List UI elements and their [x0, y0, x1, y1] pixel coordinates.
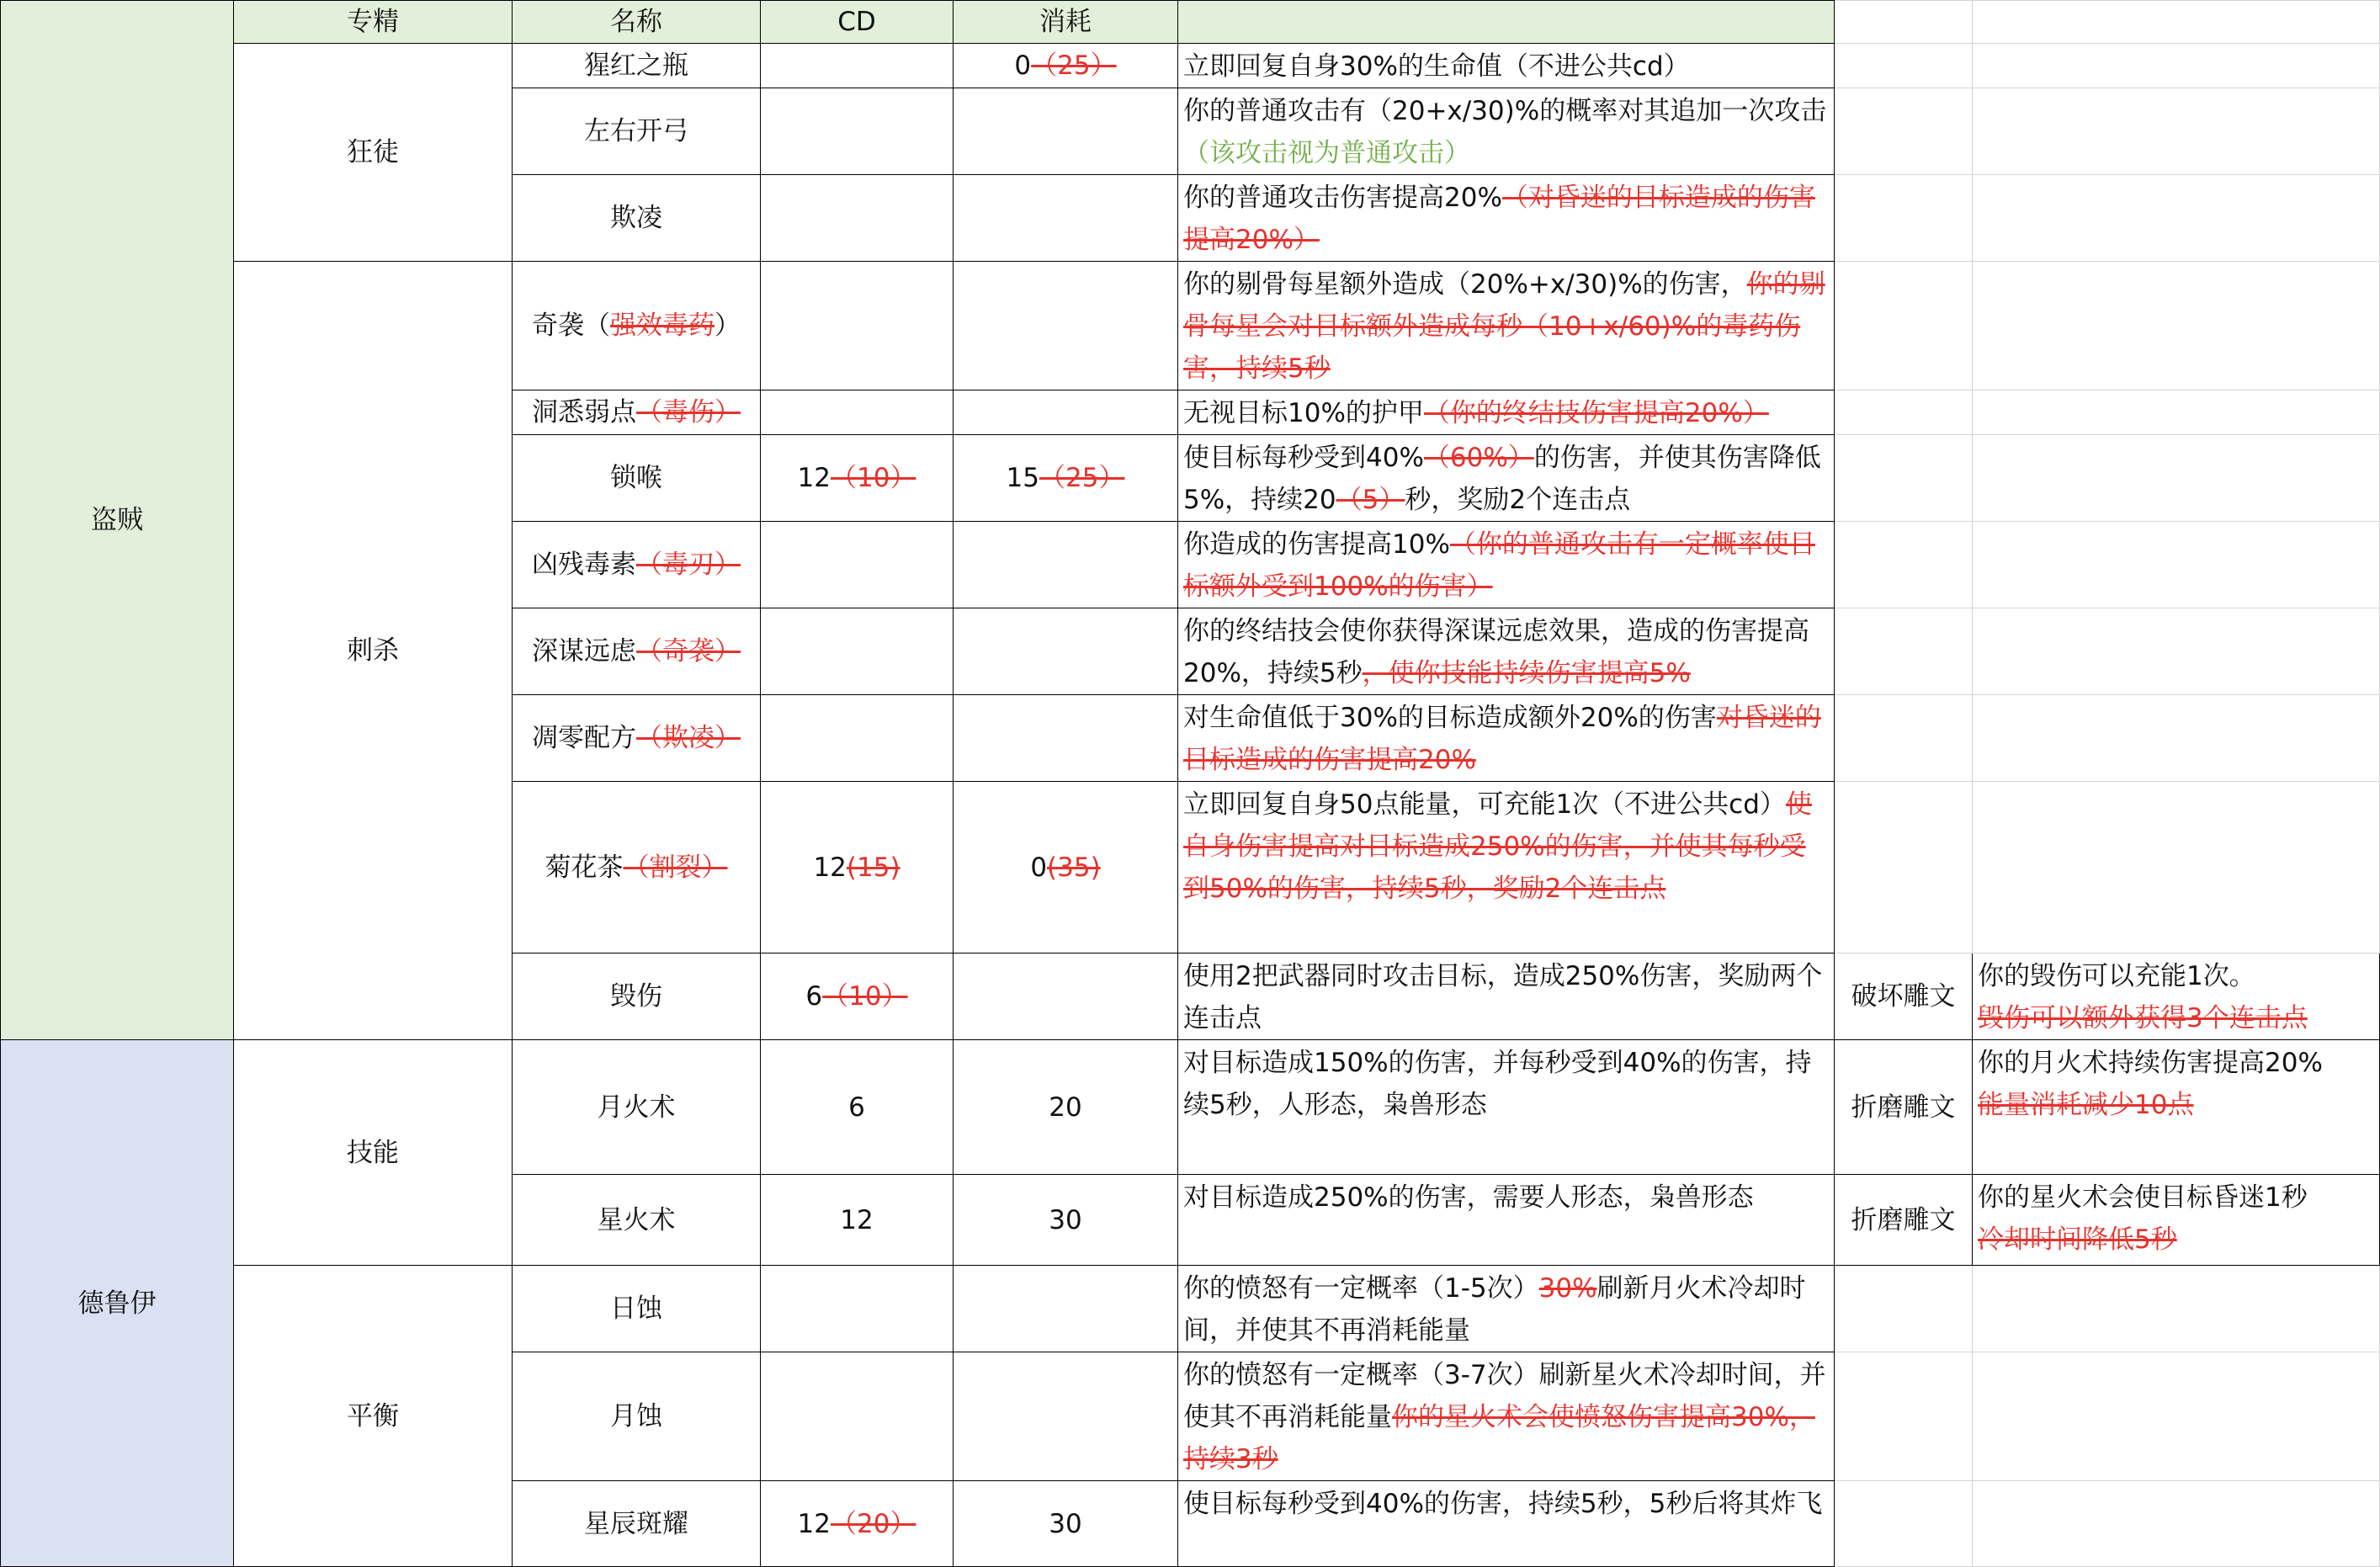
- header-spec[interactable]: 专精: [234, 1, 513, 44]
- skill-name-cell[interactable]: 猩红之瓶: [513, 44, 761, 88]
- class-label: 盗贼: [91, 505, 143, 535]
- cost-cell[interactable]: 20: [954, 1040, 1178, 1175]
- table-row: [1, 44, 2380, 88]
- cd-cell[interactable]: [761, 695, 954, 782]
- empty-cell[interactable]: [1835, 782, 1973, 953]
- skill-name-cell[interactable]: 星火术: [513, 1175, 761, 1266]
- empty-cell[interactable]: [1835, 608, 1973, 695]
- table-row: [1, 1040, 2380, 1175]
- empty-cell[interactable]: [1973, 175, 2380, 262]
- cd-cell[interactable]: [761, 262, 954, 390]
- cost-cell[interactable]: 30: [954, 1175, 1178, 1266]
- empty-cell[interactable]: [1973, 1352, 2380, 1481]
- spec-cell-outlaw[interactable]: 狂徒: [234, 44, 513, 262]
- glyph-desc-cell[interactable]: 你的毁伤可以充能1次。 毁伤可以额外获得3个连击点: [1973, 953, 2380, 1040]
- table-row: [1, 262, 2380, 390]
- empty-cell[interactable]: [1973, 522, 2380, 608]
- desc-cell[interactable]: 你的愤怒有一定概率（3-7次）刷新星火术冷却时间，并使其不再消耗能量你的星火术会使愤怒伤害提高30%，持续3秒: [1178, 1352, 1835, 1481]
- desc-cell[interactable]: 你的普通攻击有（20+x/30)%的概率对其追加一次攻击（该攻击视为普通攻击）: [1178, 88, 1835, 175]
- desc-cell[interactable]: 使目标每秒受到40%（60%）的伤害，并使其伤害降低5%，持续20（5）秒，奖励2个连击点: [1178, 435, 1835, 522]
- cost-cell[interactable]: [954, 695, 1178, 782]
- empty-cell[interactable]: [1973, 782, 2380, 953]
- empty-cell[interactable]: [1973, 44, 2380, 88]
- spec-cell-balance[interactable]: 平衡: [234, 1266, 513, 1567]
- skill-name-cell[interactable]: 星辰斑耀: [513, 1481, 761, 1567]
- empty-cell[interactable]: [1973, 262, 2380, 390]
- empty-cell[interactable]: [1835, 435, 1973, 522]
- empty-cell[interactable]: [1973, 608, 2380, 695]
- cost-cell[interactable]: 30: [954, 1481, 1178, 1567]
- empty-cell[interactable]: [1973, 88, 2380, 175]
- skill-name-cell[interactable]: 深谋远虑（奇袭）: [513, 608, 761, 695]
- skill-name-cell[interactable]: 毁伤: [513, 953, 761, 1040]
- skill-name-cell[interactable]: 锁喉: [513, 435, 761, 522]
- header-name[interactable]: 名称: [513, 1, 761, 44]
- desc-cell[interactable]: 你的剔骨每星额外造成（20%+x/30)%的伤害，你的剔骨每星会对目标额外造成每秒（10+x/60)%的毒药伤害，持续5秒: [1178, 262, 1835, 390]
- cost-cell[interactable]: 15（25）: [954, 435, 1178, 522]
- table-row: [1, 1266, 2380, 1352]
- cd-cell[interactable]: [761, 175, 954, 262]
- desc-cell[interactable]: 对生命值低于30%的目标造成额外20%的伤害对昏迷的目标造成的伤害提高20%: [1178, 695, 1835, 782]
- cd-cell[interactable]: 12（20）: [761, 1481, 954, 1567]
- skill-name-cell[interactable]: 洞悉弱点（毒伤）: [513, 390, 761, 435]
- skill-name-cell[interactable]: 月火术: [513, 1040, 761, 1175]
- skill-name-cell[interactable]: 左右开弓: [513, 88, 761, 175]
- class-cell-druid[interactable]: [1, 1040, 234, 1567]
- cd-cell[interactable]: [761, 88, 954, 175]
- empty-cell[interactable]: [1835, 262, 1973, 390]
- skill-name-cell[interactable]: 菊花茶（割裂）: [513, 782, 761, 953]
- desc-cell[interactable]: 立即回复自身50点能量，可充能1次（不进公共cd）使自身伤害提高对目标造成250%的伤害，并使其每秒受到50%的伤害，持续5秒，奖励2个连击点: [1178, 782, 1835, 953]
- skill-name-cell[interactable]: 日蚀: [513, 1266, 761, 1352]
- empty-cell[interactable]: [1835, 88, 1973, 175]
- empty-cell[interactable]: [1835, 1266, 1973, 1352]
- empty-cell[interactable]: [1973, 390, 2380, 435]
- cost-cell[interactable]: [954, 953, 1178, 1040]
- cd-cell[interactable]: [761, 390, 954, 435]
- empty-cell[interactable]: [1835, 695, 1973, 782]
- desc-cell[interactable]: 立即回复自身30%的生命值（不进公共cd）: [1178, 44, 1835, 88]
- class-label: 德鲁伊: [77, 1288, 157, 1319]
- cost-cell[interactable]: [954, 390, 1178, 435]
- glyph-name-cell[interactable]: 破坏雕文: [1835, 953, 1973, 1040]
- glyph-name-cell[interactable]: 折磨雕文: [1835, 1040, 1973, 1175]
- empty-cell[interactable]: [1973, 1, 2380, 44]
- glyph-desc-cell[interactable]: 你的月火术持续伤害提高20% 能量消耗减少10点: [1973, 1040, 2380, 1175]
- cd-cell[interactable]: 6: [761, 1040, 954, 1175]
- cost-cell[interactable]: [954, 522, 1178, 608]
- desc-cell[interactable]: 你的终结技会使你获得深谋远虑效果，造成的伤害提高20%，持续5秒，使你技能持续伤害提高5%: [1178, 608, 1835, 695]
- cost-cell[interactable]: 0(35): [954, 782, 1178, 953]
- cd-cell[interactable]: [761, 608, 954, 695]
- spec-cell-skills[interactable]: 技能: [234, 1040, 513, 1266]
- spec-cell-assassination[interactable]: 刺杀: [234, 262, 513, 1040]
- skill-name-cell[interactable]: 欺凌: [513, 175, 761, 262]
- skill-name-cell[interactable]: 凶残毒素（毒刃）: [513, 522, 761, 608]
- cost-cell[interactable]: [954, 1266, 1178, 1352]
- desc-cell[interactable]: 使目标每秒受到40%的伤害，持续5秒，5秒后将其炸飞: [1178, 1481, 1835, 1567]
- empty-cell[interactable]: [1973, 1266, 2380, 1352]
- cost-cell[interactable]: [954, 608, 1178, 695]
- empty-cell[interactable]: [1835, 1, 1973, 44]
- skill-name-cell[interactable]: 奇袭（强效毒药）: [513, 262, 761, 390]
- cd-cell[interactable]: 12(15): [761, 782, 954, 953]
- skill-name-cell[interactable]: 月蚀: [513, 1352, 761, 1481]
- desc-cell[interactable]: 无视目标10%的护甲（你的终结技伤害提高20%）: [1178, 390, 1835, 435]
- cd-cell[interactable]: [761, 44, 954, 88]
- glyph-desc-cell[interactable]: 你的星火术会使目标昏迷1秒 冷却时间降低5秒: [1973, 1175, 2380, 1266]
- cost-cell[interactable]: [954, 175, 1178, 262]
- cd-cell[interactable]: 12（10）: [761, 435, 954, 522]
- cost-cell[interactable]: [954, 1352, 1178, 1481]
- desc-cell[interactable]: 使用2把武器同时攻击目标，造成250%伤害，奖励两个连击点: [1178, 953, 1835, 1040]
- skill-name-cell[interactable]: 凋零配方（欺凌）: [513, 695, 761, 782]
- cd-cell[interactable]: 12: [761, 1175, 954, 1266]
- empty-cell[interactable]: [1835, 44, 1973, 88]
- cd-cell[interactable]: [761, 1266, 954, 1352]
- empty-cell[interactable]: [1973, 435, 2380, 522]
- cd-cell[interactable]: [761, 1352, 954, 1481]
- desc-cell[interactable]: 你的愤怒有一定概率（1-5次）30%刷新月火术冷却时间，并使其不再消耗能量: [1178, 1266, 1835, 1352]
- cd-cell[interactable]: 6（10）: [761, 953, 954, 1040]
- desc-cell[interactable]: 你的普通攻击伤害提高20%（对昏迷的目标造成的伤害提高20%）: [1178, 175, 1835, 262]
- header-row: [1, 1, 2380, 44]
- empty-cell[interactable]: [1835, 175, 1973, 262]
- empty-cell[interactable]: [1973, 695, 2380, 782]
- cd-cell[interactable]: [761, 522, 954, 608]
- cost-cell[interactable]: [954, 88, 1178, 175]
- header-cd[interactable]: CD: [761, 1, 954, 44]
- empty-cell[interactable]: [1835, 390, 1973, 435]
- desc-cell[interactable]: 对目标造成150%的伤害，并每秒受到40%的伤害，持续5秒，人形态，枭兽形态: [1178, 1040, 1835, 1175]
- empty-cell[interactable]: [1835, 1481, 1973, 1567]
- cost-cell[interactable]: 0（25）: [954, 44, 1178, 88]
- empty-cell[interactable]: [1973, 1481, 2380, 1567]
- header-desc[interactable]: [1178, 1, 1835, 44]
- glyph-name-cell[interactable]: 折磨雕文: [1835, 1175, 1973, 1266]
- class-cell-rogue[interactable]: [1, 1, 234, 1040]
- cost-cell[interactable]: [954, 262, 1178, 390]
- header-cost[interactable]: 消耗: [954, 1, 1178, 44]
- empty-cell[interactable]: [1835, 522, 1973, 608]
- empty-cell[interactable]: [1835, 1352, 1973, 1481]
- desc-cell[interactable]: 对目标造成250%的伤害，需要人形态，枭兽形态: [1178, 1175, 1835, 1266]
- desc-cell[interactable]: 你造成的伤害提高10%（你的普通攻击有一定概率使目标额外受到100%的伤害）: [1178, 522, 1835, 608]
